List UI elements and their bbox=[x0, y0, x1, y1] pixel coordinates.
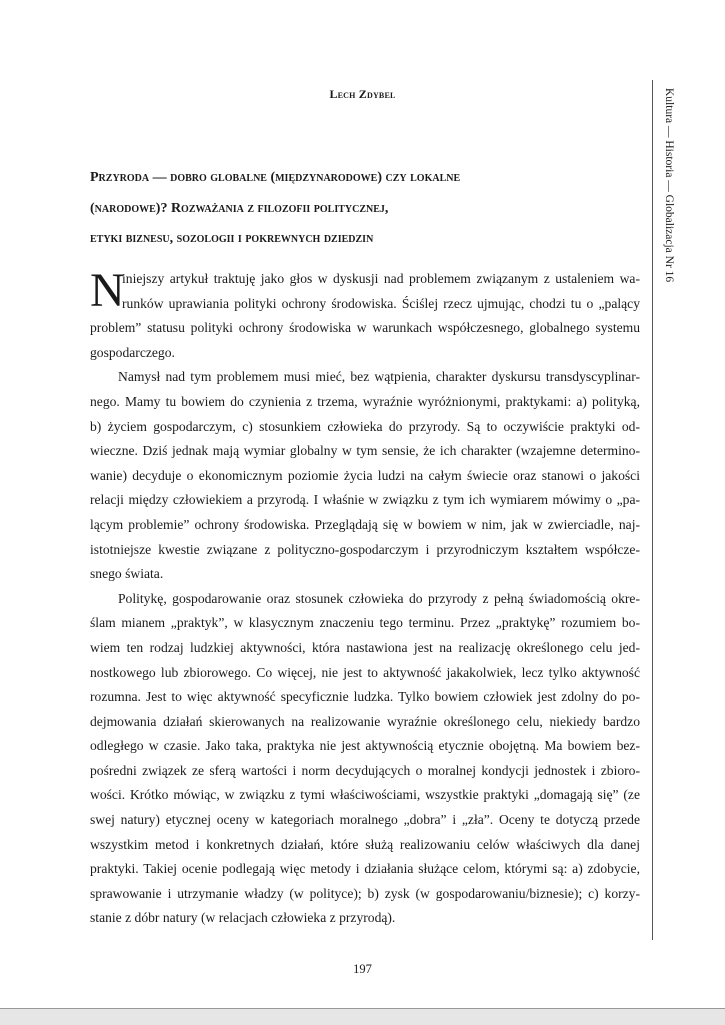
text-line: nostkowego lub zbiorowego. Co więcej, nie jest to aktywność jakakolwiek, lecz tylko aktywność bbox=[90, 664, 640, 680]
text-line: pośredni związek ze sferą wartości i norm decydujących o moralnej kondycji jednostek i zbioro- bbox=[90, 762, 640, 778]
margin-rule bbox=[652, 80, 653, 940]
text-line: gospodarczego. bbox=[90, 344, 175, 360]
article-title bbox=[90, 163, 620, 255]
text-line: swej natury) etycznej oceny w kategoriach moralnego „dobra” i „zła”. Oceny te dotyczą przede bbox=[90, 812, 640, 828]
text-line: wszystkim metod i konkretnych działań, które służą realizowaniu celów właściwych dla danej bbox=[90, 836, 640, 852]
text-line: rozumna. Jest to więc aktywność specyficznie ludzka. Tylko bowiem człowiek jest zdolny do po- bbox=[90, 689, 640, 705]
text-line: wanie) decyduje o ekonomicznym poziomie życia ludzi na całym świecie oraz stanowi o jakości bbox=[90, 467, 640, 483]
text-line: relacji między człowiekiem a przyrodą. I właśnie w związku z tym ich wymiarem mówimy o „pa- bbox=[90, 492, 640, 508]
title-line: Przyroda — dobro globalne (międzynarodowe) czy lokalne bbox=[90, 170, 461, 185]
text-line: dejmowania działań skierowanych na realizowanie wyraźnie określonego celu, niekiedy bardzo bbox=[90, 713, 640, 729]
text-line: nego. Mamy tu bowiem do czynienia z trzema, wyraźnie wyróżnionymi, praktykami: a) polityką, bbox=[90, 393, 640, 409]
text-line: iniejszy artykuł traktuję jako głos w dyskusji nad problemem związanym z ustaleniem wa- bbox=[122, 271, 640, 286]
text-line: wości. Krótko mówiąc, w związku z tymi właściwościami, wszystkie praktyki „domagają się” (ze bbox=[90, 787, 640, 803]
text-line: Namysł nad tym problemem musi mieć, bez wątpienia, charakter dyskursu transdyscyplinar- bbox=[118, 369, 640, 385]
text-line: sprawowanie i utrzymanie władzy (w polityce); b) zysk (w gospodarowaniu/biznesie); c) korzy- bbox=[90, 885, 640, 901]
text-line: wiem ten rodzaj ludzkiej aktywności, która nastawiona jest na realizację określonego celu jed- bbox=[90, 639, 640, 655]
article-body bbox=[90, 264, 640, 931]
title-line: (narodowe)? Rozważania z filozofii politycznej, bbox=[90, 200, 389, 216]
text-line: praktyki. Takiej ocenie podlegają więc metody i działania służące celom, którymi są: a) zdobycie, bbox=[90, 861, 640, 877]
title-line: etyki biznesu, sozologii i pokrewnych dziedzin bbox=[90, 231, 374, 246]
drop-cap: N bbox=[90, 264, 125, 317]
text-line: odległego w czasie. Jako taka, praktyka nie jest aktywnością etycznie obojętną. Ma bowiem bez- bbox=[90, 738, 640, 754]
text-line: ślam mianem „praktyk”, w klasycznym znaczeniu tego terminu. Przez „praktykę” rozumiem bo- bbox=[90, 615, 640, 631]
text-line: b) życiem gospodarczym, c) stosunkiem człowieka do przyrody. Są to oczywiście praktyki od- bbox=[90, 418, 640, 434]
page-number: 197 bbox=[353, 962, 372, 976]
text-line: wieczne. Dziś jednak mają wymiar globalny w tym sensie, że ich charakter (wzajemne determino- bbox=[90, 443, 640, 459]
text-line: istotniejsze kwestie związane z polityczno-gospodarczym i przyrodniczym kształtem współcze- bbox=[90, 541, 640, 557]
page-bottom-edge bbox=[0, 1008, 725, 1025]
author-name: Lech Zdybel bbox=[329, 87, 396, 101]
text-line: problem” statusu polityki ochrony środowiska w warunkach współczesnego, globalnego systemu bbox=[90, 320, 640, 336]
text-line: runków uprawiania polityki ochrony środowiska. Ściślej rzecz ujmując, chodzi tu o „palący bbox=[122, 295, 640, 311]
text-line: Politykę, gospodarowanie oraz stosunek człowieka do przyrody z pełną świadomością okre- bbox=[118, 590, 640, 606]
running-head: Kultura — Historia — Globalizacja Nr 16 bbox=[663, 88, 675, 283]
text-line: lącym problemie” ochrony środowiska. Przeglądają się w bowiem w nim, jak w zwierciadle, naj- bbox=[90, 516, 640, 532]
text-line: snego świata. bbox=[90, 566, 164, 582]
text-line: stanie z dóbr natury (w relacjach człowieka z przyrodą). bbox=[90, 910, 396, 926]
